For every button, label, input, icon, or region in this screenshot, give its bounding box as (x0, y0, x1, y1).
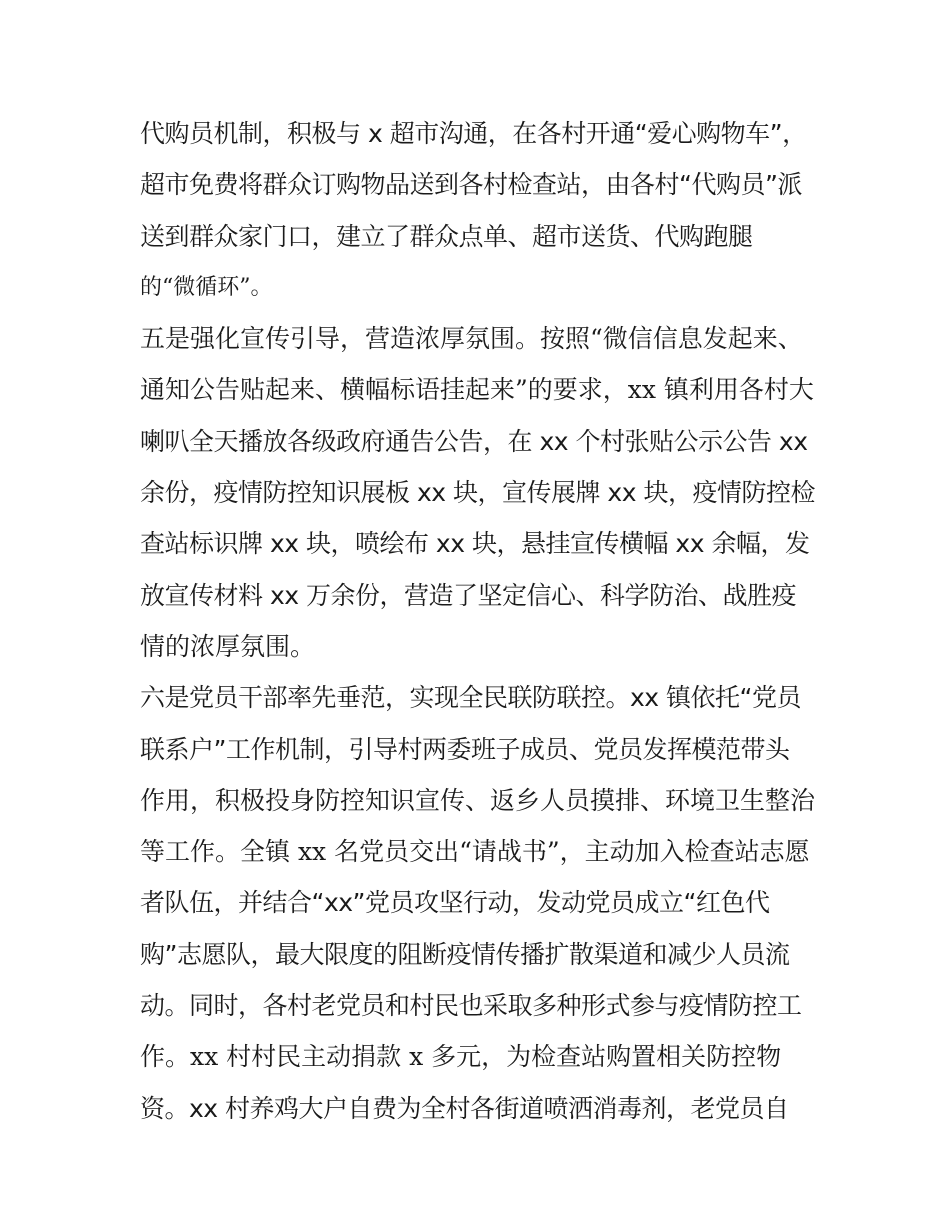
text-line: 购”志愿队，最大限度的阻断疫情传播扩散渠道和减少人员流 (140, 939, 790, 969)
text-line: 放宣传材料 xx 万余份，营造了坚定信心、科学防治、战胜疫 (140, 580, 796, 610)
text-line: 超市免费将群众订购物品送到各村检查站，由各村“代购员”派 (140, 170, 802, 200)
text-line: 等工作。全镇 xx 名党员交出“请战书”，主动加入检查站志愿 (140, 837, 810, 867)
text-line: 喇叭全天播放各级政府通告公告，在 xx 个村张贴公示公告 xx (140, 426, 808, 456)
text-line: 五是强化宣传引导，营造浓厚氛围。按照“微信信息发起来、 (140, 324, 803, 354)
text-line: 代购员机制，积极与 x 超市沟通，在各村开通“爱心购物车”， (140, 119, 807, 148)
body-text (140, 108, 830, 1134)
text-line: 作用，积极投身防控知识宣传、返乡人员摸排、环境卫生整治 (140, 785, 816, 815)
text-line: 联系户”工作机制，引导村两委班子成员、党员发挥模范带头 (140, 734, 790, 764)
text-line: 者队伍，并结合“xx”党员攻坚行动，发动党员成立“红色代 (140, 888, 770, 918)
text-line: 情的浓厚氛围。 (140, 631, 316, 661)
text-line: 通知公告贴起来、横幅标语挂起来”的要求，xx 镇利用各村大 (140, 375, 814, 405)
text-line: 作。xx 村村民主动捐款 x 多元，为检查站购置相关防控物 (140, 1042, 782, 1072)
text-line: 动。同时，各村老党员和村民也采取多种形式参与疫情防控工 (140, 991, 802, 1021)
text-line: 送到群众家门口，建立了群众点单、超市送货、代购跑腿 (140, 221, 753, 251)
text-line: 的“微循环”。 (140, 274, 273, 300)
text-line: 资。xx 村养鸡大户自费为全村各街道喷洒消毒剂，老党员自 (140, 1093, 789, 1123)
text-line: 余份，疫情防控知识展板 xx 块，宣传展牌 xx 块，疫情防控检 (140, 478, 815, 508)
text-line: 查站标识牌 xx 块，喷绘布 xx 块，悬挂宣传横幅 xx 余幅，发 (140, 529, 810, 559)
text-line: 六是党员干部率先垂范，实现全民联防联控。xx 镇依托“党员 (140, 683, 801, 713)
